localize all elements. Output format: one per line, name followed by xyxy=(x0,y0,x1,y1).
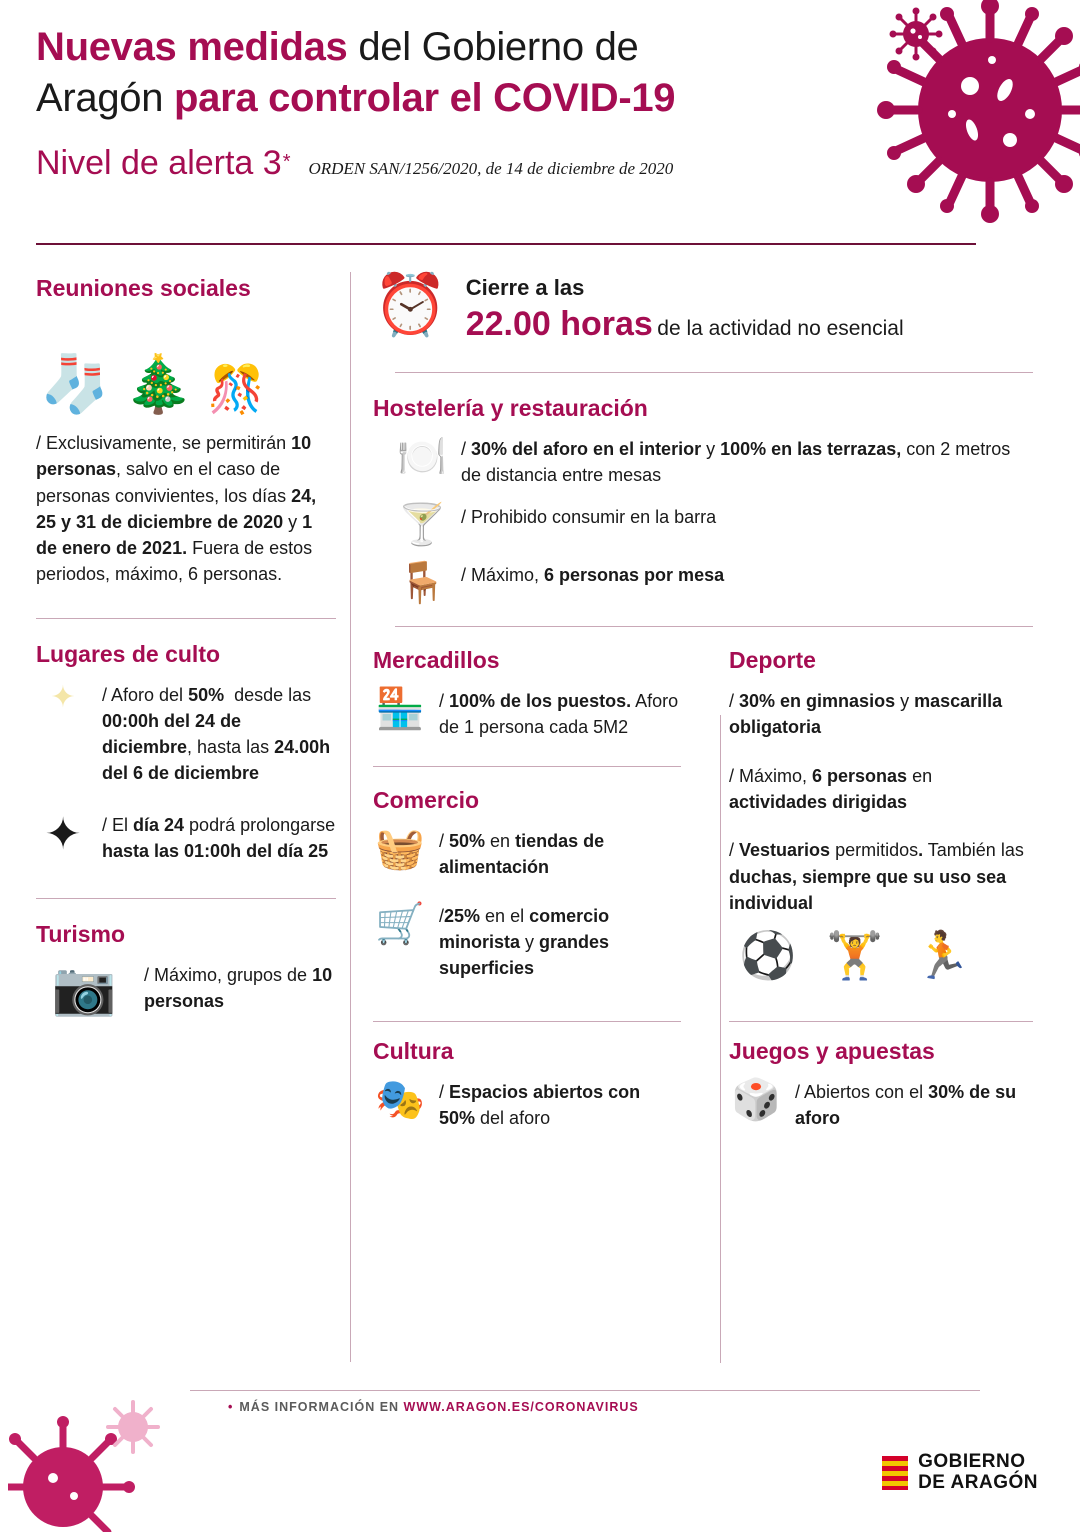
center-divider-1 xyxy=(373,766,681,767)
tourism-item-text: / Máximo, grupos de 10 personas xyxy=(144,965,333,1012)
virus-illustration-small-top xyxy=(888,6,944,62)
government-logo xyxy=(882,1452,1038,1493)
footer-label: MÁS INFORMACIÓN EN xyxy=(239,1400,404,1414)
christmas-ornament-icon: 🎊 xyxy=(207,363,265,415)
culture-item-text: / Espacios abiertos con 50% del aforo xyxy=(439,1081,641,1128)
virus-illustration-bottom-left xyxy=(8,1392,178,1532)
grid-column-right xyxy=(703,647,1033,997)
sport-item-text: / Máximo, 6 personas en actividades dirigidas xyxy=(729,765,933,812)
section-title-commerce: Comercio xyxy=(373,787,480,814)
section-title-social: Reuniones sociales xyxy=(36,275,251,301)
alert-level-asterisk: * xyxy=(282,151,291,174)
footer-url[interactable]: WWW.ARAGON.ES/CORONAVIRUS xyxy=(403,1400,639,1414)
left-divider-2 xyxy=(36,898,336,899)
theater-masks-icon: 🎭 xyxy=(375,1077,425,1122)
virus-icon-bottom xyxy=(8,1392,178,1532)
markets-item-text: / 100% de los puestos. Aforo de 1 persona cada 5M2 xyxy=(439,691,679,738)
bottom-rules xyxy=(373,997,1033,1038)
hospitality-item xyxy=(395,504,1033,546)
culture-item xyxy=(373,1079,681,1131)
left-column xyxy=(36,275,336,1033)
left-divider-1 xyxy=(36,618,336,619)
hospitality-item xyxy=(395,562,1033,604)
section-juegos-apuestas xyxy=(703,1038,1033,1147)
christmas-icon-row xyxy=(40,316,336,415)
hospitality-item-text: / 30% del aforo en el interior y 100% en las terrazas, con 2 metros de distancia entre mesas xyxy=(461,439,1011,486)
cierre-line1: Cierre a las xyxy=(465,275,585,300)
section-hosteleria xyxy=(373,395,1033,604)
commerce-item-text: / 50% en tiendas de alimentación xyxy=(439,831,605,878)
section-title-sport: Deporte xyxy=(729,647,816,674)
section-comercio xyxy=(373,787,681,980)
market-stall-icon: 🏪 xyxy=(375,687,425,732)
footer-divider xyxy=(190,1390,980,1391)
virus-icon-small xyxy=(888,6,944,62)
worship-item-text: / El día 24 podrá prolongarse hasta las 01:00h del día 25 xyxy=(102,814,336,862)
section-title-gambling: Juegos y apuestas xyxy=(729,1037,935,1064)
government-name-line2: DE ARAGÓN xyxy=(918,1471,1038,1493)
dice-icon: 🎲 xyxy=(731,1077,781,1122)
government-name xyxy=(918,1452,1038,1493)
alert-level xyxy=(36,144,290,183)
title-emphasis-2: para controlar el COVID-19 xyxy=(174,76,676,121)
section-reuniones-sociales xyxy=(36,275,336,588)
title-plain-2: Aragón xyxy=(36,76,174,121)
cierre-hours: 22.00 horas xyxy=(465,305,653,343)
title-plain-1: del Gobierno de xyxy=(347,25,639,69)
section-title-culture: Cultura xyxy=(373,1037,454,1064)
section-mercadillos xyxy=(373,647,681,740)
government-name-line1: GOBIERNO xyxy=(918,1451,1026,1472)
alert-level-label: Nivel de alerta 3 xyxy=(36,144,282,183)
alert-level-row xyxy=(36,144,876,183)
page-header xyxy=(36,22,876,183)
section-title-worship: Lugares de culto xyxy=(36,640,221,667)
worship-item-text: / Aforo del 50% desde las 00:00h del 24 de diciembre, hasta las 24.00h del 6 de diciembre xyxy=(102,684,331,783)
cierre-line2 xyxy=(466,305,904,344)
markets-item xyxy=(373,688,681,740)
table-chairs-icon: 🪑 xyxy=(397,561,447,606)
sport-item-text: / 30% en gimnasios y mascarilla obligatoria xyxy=(729,691,1003,738)
page-title-line-2 xyxy=(36,73,876,124)
order-reference: ORDEN SAN/1256/2020, de 14 de diciembre de 2020 xyxy=(308,159,674,179)
commerce-item xyxy=(373,903,681,981)
title-emphasis-1: Nuevas medidas xyxy=(36,25,348,69)
bottom-grid xyxy=(373,1038,1033,1147)
footer-info xyxy=(228,1400,639,1414)
lower-grid xyxy=(373,647,1033,997)
mid-divider-1 xyxy=(395,372,1033,373)
section-deporte xyxy=(729,647,1033,982)
center-divider-2 xyxy=(373,1021,681,1022)
tourism-item xyxy=(36,962,336,1017)
worship-item xyxy=(36,682,336,786)
social-text: / Exclusivamente, se permitirán 10 personas, salvo en el caso de personas convivientes, los días 24, 25 y 31 de diciembre de 2020 y 1 de enero de 2021. Fuera de estos periodos, máximo, 6 personas. xyxy=(36,433,317,585)
gambling-item-text: / Abiertos con el 30% de su aforo xyxy=(795,1081,1017,1128)
virus-icon xyxy=(870,0,1080,240)
cierre-rest: de la actividad no esencial xyxy=(657,317,904,340)
commerce-item-text: /25% en el comercio minorista y grandes superficies xyxy=(439,905,610,978)
commerce-item xyxy=(373,828,681,880)
christmas-stocking-icon: 🧦 xyxy=(40,352,110,415)
soccer-ball-icon: ⚽ xyxy=(739,929,797,982)
grid-column-center xyxy=(373,647,703,997)
column-divider-left xyxy=(350,272,351,1362)
mid-divider-2 xyxy=(395,626,1033,627)
hospitality-item-text: / Máximo, 6 personas por mesa xyxy=(461,565,725,586)
alarm-clock-icon: ⏰ xyxy=(373,271,448,338)
hospitality-item-text: / Prohibido consumir en la barra xyxy=(461,507,717,528)
aragon-flag-icon xyxy=(882,1456,908,1490)
weightlifter-icon: 🏋️ xyxy=(826,929,884,982)
gambling-item xyxy=(729,1079,1033,1131)
virus-illustration-large xyxy=(870,0,1080,240)
hospitality-item xyxy=(395,436,1033,488)
page-title-line-1 xyxy=(36,22,876,73)
star-sparkle-icon: ✦ xyxy=(44,809,82,859)
section-lugares-de-culto xyxy=(36,641,336,865)
food-tray-icon: 🍽️ xyxy=(397,435,447,479)
runner-icon: 🏃 xyxy=(913,929,971,982)
main-column xyxy=(373,271,1033,1147)
sport-icon-row xyxy=(739,929,1033,982)
footer-bullet-icon: • xyxy=(228,1400,234,1414)
section-title-hospitality: Hostelería y restauración xyxy=(373,395,648,421)
section-cultura xyxy=(373,1038,703,1147)
christmas-tree-icon: 🎄 xyxy=(123,352,194,415)
right-divider-1 xyxy=(729,1021,1033,1022)
star-sparkle-icon: ✦ xyxy=(50,680,76,714)
camera-icon: 📷 xyxy=(51,960,117,1019)
section-cierre xyxy=(373,271,1033,344)
shopping-cart-icon: 🛒 xyxy=(375,901,425,946)
section-turismo xyxy=(36,921,336,1017)
worship-item xyxy=(36,809,336,864)
section-title-markets: Mercadillos xyxy=(373,647,500,674)
header-divider xyxy=(36,243,976,245)
section-title-tourism: Turismo xyxy=(36,921,126,948)
shopping-basket-icon: 🧺 xyxy=(375,827,425,872)
cierre-text-block xyxy=(466,275,904,344)
cocktail-icon: 🍸 xyxy=(397,503,447,548)
sport-item-text: / Vestuarios permitidos. También las duchas, siempre que su uso sea individual xyxy=(729,840,1024,913)
